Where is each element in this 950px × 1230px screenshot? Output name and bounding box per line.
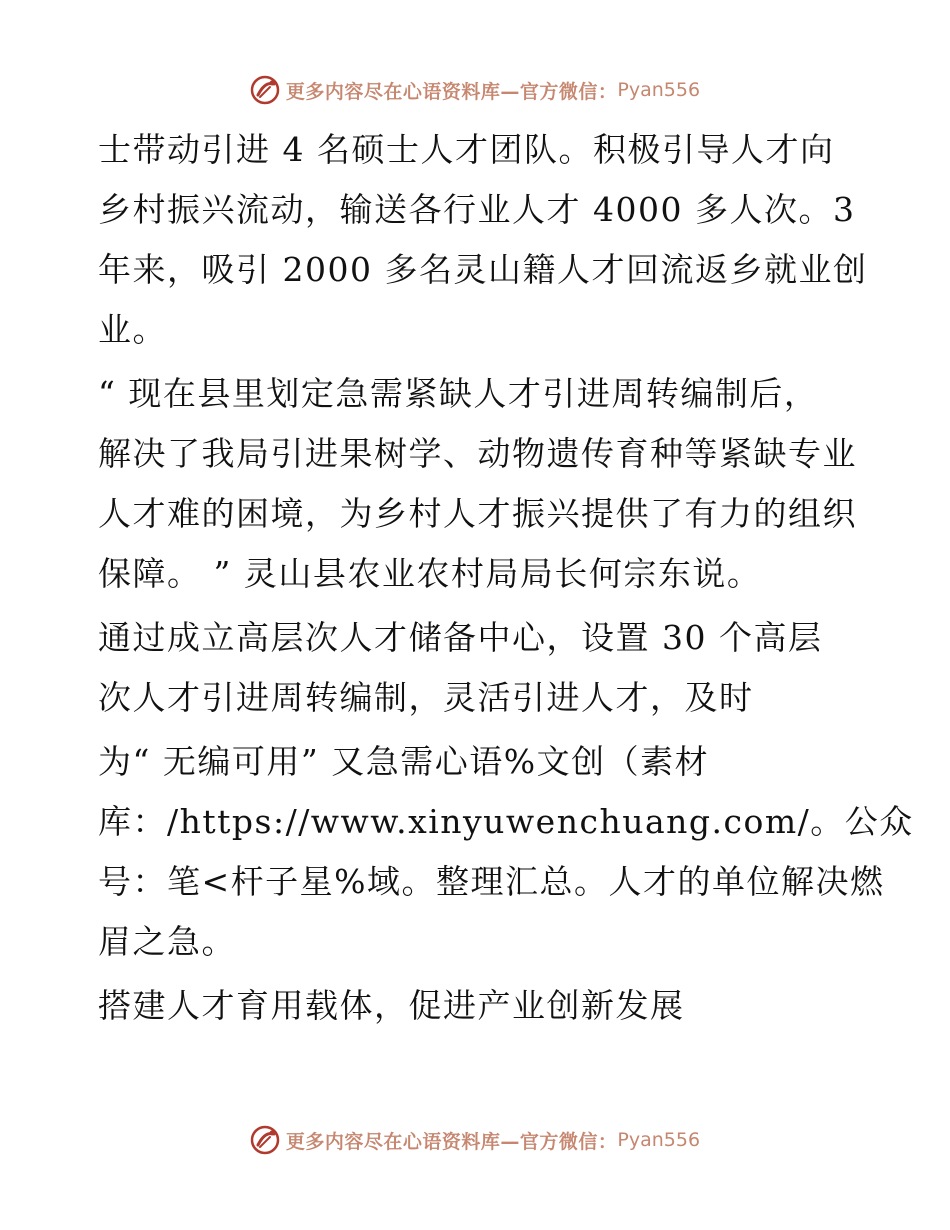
paragraph-2 xyxy=(98,364,858,604)
footer-banner xyxy=(0,1120,950,1160)
paragraph-4 xyxy=(98,732,914,972)
footer-wechat-id: Pyan556 xyxy=(617,1129,701,1151)
paragraph-1 xyxy=(98,120,868,360)
text-line: 库：/https://www.xinyuwenchuang.com/。公众 xyxy=(98,802,914,841)
document-body xyxy=(98,120,914,1036)
text-line: 号：笔<杆子星%域。整理汇总。人才的单位解决燃 xyxy=(98,862,885,901)
brand-logo-icon xyxy=(250,75,280,105)
text-line: “ 现在县里划定急需紧缺人才引进周转编制后， xyxy=(98,374,819,413)
text-line: 乡村振兴流动，输送各行业人才 4000 多人次。3 xyxy=(98,190,856,229)
paragraph-5 xyxy=(98,976,858,1036)
text-line: 为“ 无编可用” 又急需心语%文创（素材 xyxy=(98,742,710,781)
brand-logo-icon xyxy=(250,1125,280,1155)
text-line: 业。 xyxy=(98,310,167,349)
footer-banner-text: 更多内容尽在心语资料库—官方微信： xyxy=(285,1130,618,1153)
paragraph-3 xyxy=(98,608,858,728)
text-line: 人才难的困境，为乡村人才振兴提供了有力的组织 xyxy=(98,494,857,533)
text-line: 士带动引进 4 名硕士人才团队。积极引导人才向 xyxy=(98,130,835,169)
text-line: 保障。 ” 灵山县农业农村局局长何宗东说。 xyxy=(98,554,762,593)
text-line: 年来，吸引 2000 多名灵山籍人才回流返乡就业创 xyxy=(98,250,868,289)
section-heading: 搭建人才育用载体，促进产业创新发展 xyxy=(98,986,685,1025)
text-line: 眉之急。 xyxy=(98,922,236,961)
text-line: 解决了我局引进果树学、动物遗传育种等紧缺专业 xyxy=(98,434,857,473)
header-banner xyxy=(0,70,950,110)
header-banner-text: 更多内容尽在心语资料库—官方微信： xyxy=(285,80,618,103)
text-line: 通过成立高层次人才储备中心，设置 30 个高层 xyxy=(98,618,823,657)
header-wechat-id: Pyan556 xyxy=(617,79,701,101)
text-line: 次人才引进周转编制，灵活引进人才，及时 xyxy=(98,678,754,717)
